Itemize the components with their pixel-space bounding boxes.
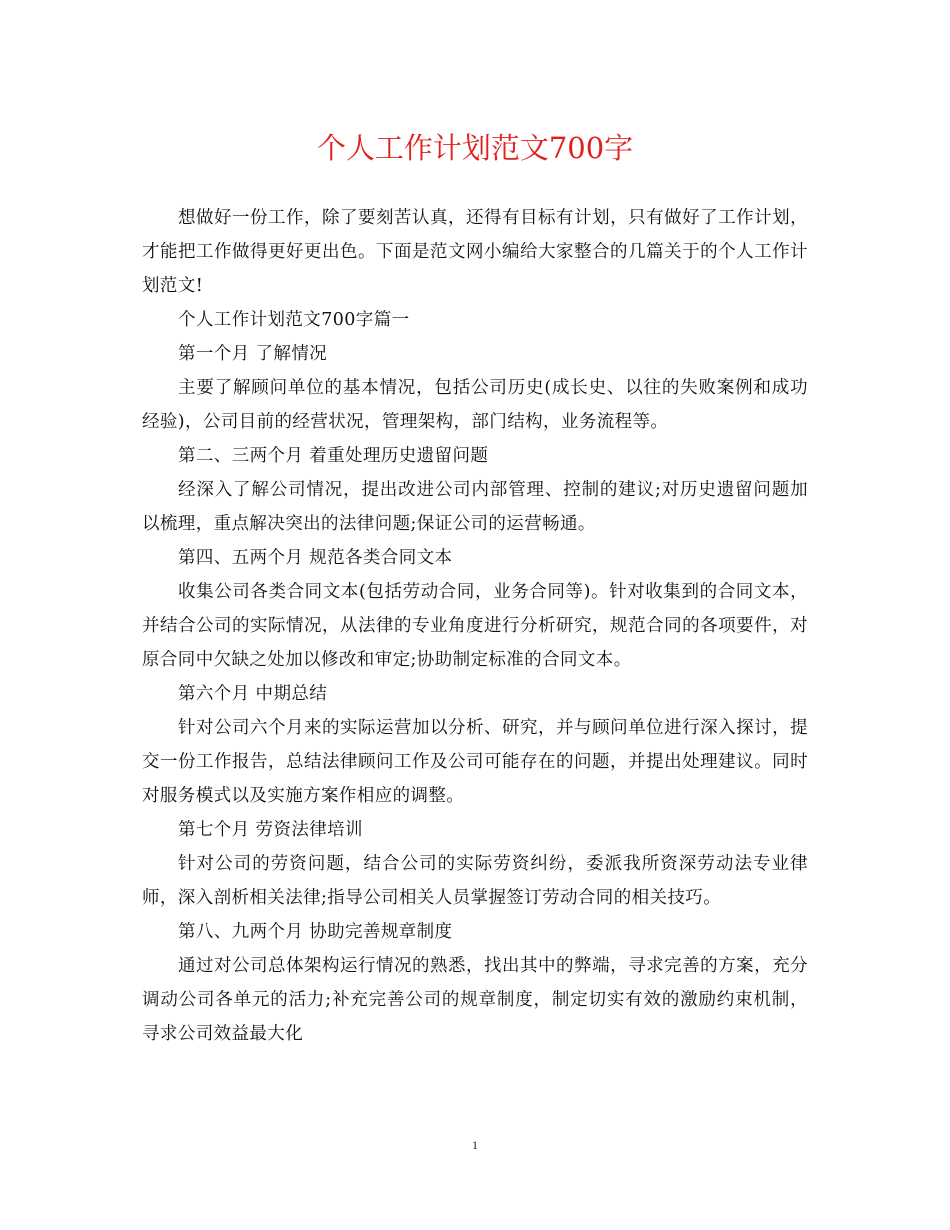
month-heading: 第六个月 中期总结 — [178, 684, 328, 704]
body-paragraph: 针对公司六个月来的实际运营加以分析、研究，并与顾问单位进行深入探讨，提交一份工作报告，总结法律顾问工作及公司可能存在的问题，并提出处理建议。同时对服务模式以及实施方案作相应的调整。 — [142, 718, 808, 806]
body-paragraph: 通过对公司总体架构运行情况的熟悉，找出其中的弊端，寻求完善的方案，充分调动公司各单元的活力;补充完善公司的规章制度，制定切实有效的激励约束机制，寻求公司效益最大化 — [142, 956, 808, 1044]
body-paragraph: 针对公司的劳资问题，结合公司的实际劳资纠纷，委派我所资深劳动法专业律师，深入剖析相关法律;指导公司相关人员掌握签订劳动合同的相关技巧。 — [142, 854, 808, 908]
intro-paragraph: 想做好一份工作，除了要刻苦认真，还得有目标有计划，只有做好了工作计划，才能把工作做得更好更出色。下面是范文网小编给大家整合的几篇关于的个人工作计划范文! — [142, 208, 808, 296]
body-paragraph: 经深入了解公司情况，提出改进公司内部管理、控制的建议;对历史遗留问题加以梳理，重点解决突出的法律问题;保证公司的运营畅通。 — [142, 480, 808, 534]
month-heading: 第八、九两个月 协助完善规章制度 — [178, 922, 453, 942]
month-heading: 第一个月 了解情况 — [178, 344, 328, 364]
document-body — [142, 201, 808, 1051]
page-number: 1 — [472, 1138, 478, 1152]
month-heading: 第二、三两个月 着重处理历史遗留问题 — [178, 446, 489, 466]
month-heading: 第四、五两个月 规范各类合同文本 — [178, 548, 453, 568]
month-heading: 第七个月 劳资法律培训 — [178, 820, 363, 840]
body-paragraph: 主要了解顾问单位的基本情况，包括公司历史(成长史、以往的失败案例和成功经验)，公司目前的经营状况，管理架构，部门结构，业务流程等。 — [142, 378, 808, 432]
document-title: 个人工作计划范文700字 — [316, 131, 634, 165]
section-heading: 个人工作计划范文700字篇一 — [178, 310, 410, 330]
body-paragraph: 收集公司各类合同文本(包括劳动合同，业务合同等)。针对收集到的合同文本，并结合公司的实际情况，从法律的专业角度进行分析研究，规范合同的各项要件，对原合同中欠缺之处加以修改和审定;协助制定标准的合同文本。 — [142, 582, 808, 670]
